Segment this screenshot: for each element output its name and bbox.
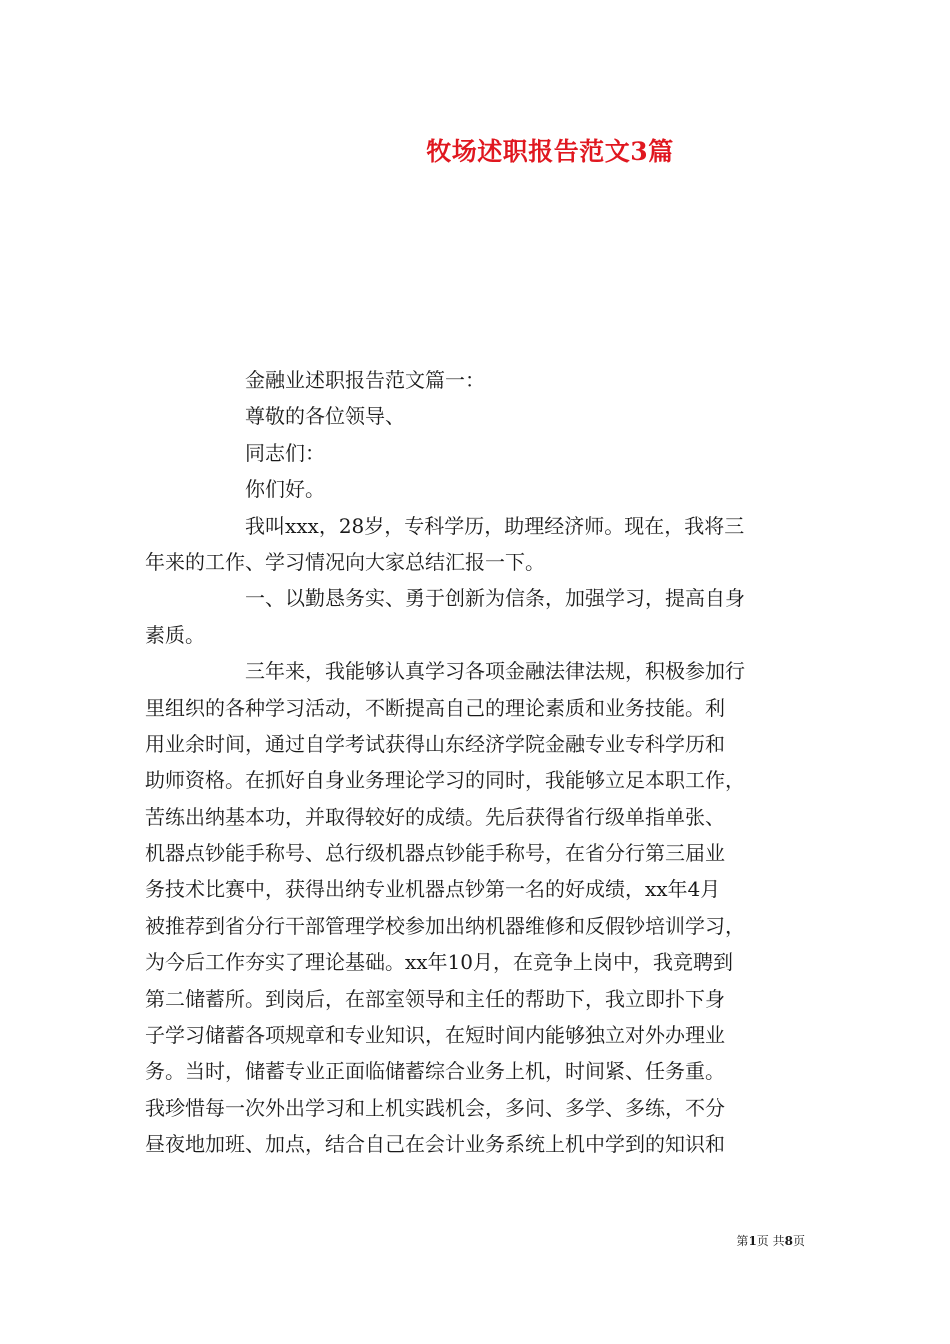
footer-middle: 页 共 [756,1234,785,1248]
text-line: 尊敬的各位领导、 [245,404,405,429]
text-line: 素质。 [145,622,205,647]
footer-prefix: 第 [736,1234,749,1248]
text-line: 年来的工作、学习情况向大家总结汇报一下。 [145,549,545,574]
text-line: 里组织的各种学习活动，不断提高自己的理论素质和业务技能。利 [145,695,725,720]
text-line: 助师资格。在抓好自身业务理论学习的同时，我能够立足本职工作， [145,768,745,793]
text-line: 昼夜地加班、加点，结合自己在会计业务系统上机中学到的知识和 [145,1132,725,1157]
text-line: 同志们： [245,440,325,465]
text-line: 第二储蓄所。到岗后，在部室领导和主任的帮助下，我立即扑下身 [145,986,725,1011]
text-line: 务技术比赛中，获得出纳专业机器点钞第一名的好成绩，xx年4月 [145,877,721,902]
text-line: 为今后工作夯实了理论基础。xx年10月，在竞争上岗中，我竞聘到 [145,950,734,975]
text-line: 一、以勤恳务实、勇于创新为信条，加强学习，提高自身 [245,586,745,611]
footer-suffix: 页 [792,1234,805,1248]
text-line: 三年来，我能够认真学习各项金融法律法规，积极参加行 [245,659,745,684]
current-page-number: 1 [748,1234,757,1248]
text-line: 我珍惜每一次外出学习和上机实践机会，多问、多学、多练，不分 [145,1095,725,1120]
page-footer [736,1232,805,1249]
text-line: 你们好。 [245,477,325,502]
text-line: 金融业述职报告范文篇一： [245,368,485,392]
text-line: 机器点钞能手称号、总行级机器点钞能手称号，在省分行第三届业 [145,841,725,866]
document-title: 牧场述职报告范文3篇 [426,137,674,166]
total-page-count: 8 [784,1234,793,1248]
text-line: 子学习储蓄各项规章和专业知识，在短时间内能够独立对外办理业 [145,1023,725,1048]
text-line: 被推荐到省分行干部管理学校参加出纳机器维修和反假钞培训学习， [145,913,745,938]
text-line: 我叫xxx，28岁，专科学历，助理经济师。现在，我将三 [245,513,745,538]
document-body [145,362,805,1163]
text-line: 用业余时间，通过自学考试获得山东经济学院金融专业专科学历和 [145,731,725,756]
text-line: 苦练出纳基本功，并取得较好的成绩。先后获得省行级单指单张、 [145,804,725,829]
text-line: 务。当时，储蓄专业正面临储蓄综合业务上机，时间紧、任务重。 [145,1059,725,1084]
